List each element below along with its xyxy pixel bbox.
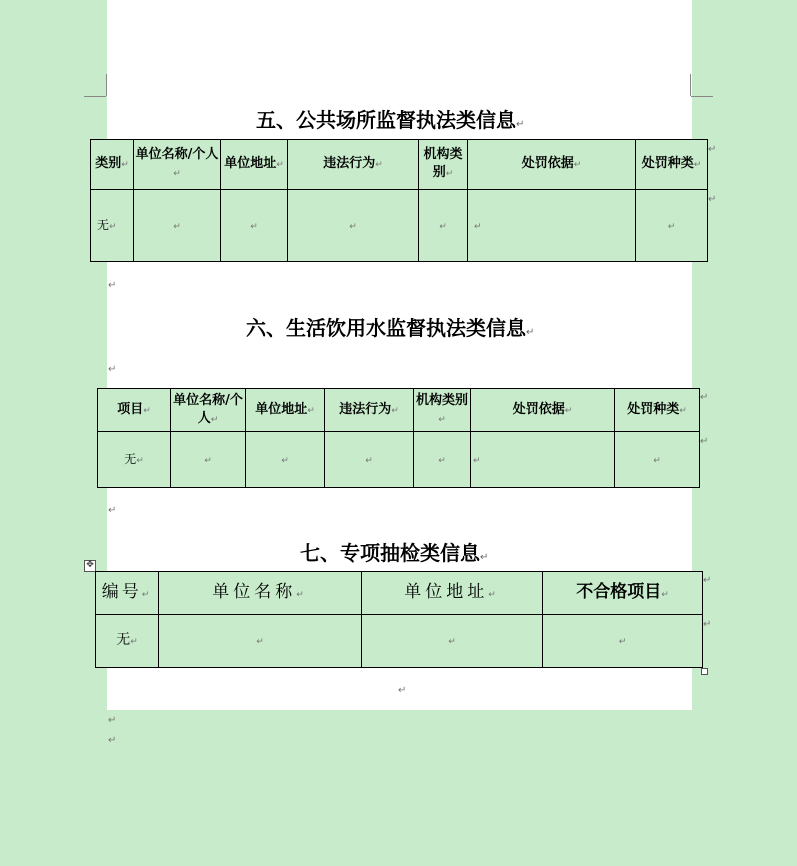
header-cell-failed-items[interactable]: 不合格项目↵ — [543, 572, 703, 615]
header-cell-unit-name[interactable]: 单位名称/个人↵ — [171, 389, 246, 432]
header-cell-unit-name[interactable]: 单位名称/个人↵ — [134, 140, 221, 190]
paragraph-mark: ↵ — [108, 280, 117, 291]
table-cell[interactable]: ↵ — [471, 432, 615, 488]
paragraph-mark: ↵ — [480, 552, 489, 563]
table-cell[interactable]: 无↵ — [96, 615, 159, 668]
table-move-handle-icon[interactable]: ✥ — [84, 560, 96, 572]
crop-mark-top-left — [84, 96, 106, 97]
crop-mark-top-right — [691, 96, 713, 97]
table-cell[interactable]: ↵ — [419, 190, 468, 262]
section7-title-text: 七、专项抽检类信息 — [300, 541, 480, 565]
header-cell-category[interactable]: 类别↵ — [91, 140, 134, 190]
paragraph-mark: ↵ — [526, 327, 535, 338]
table-cell[interactable]: 无↵ — [98, 432, 171, 488]
table-cell[interactable]: ↵ — [468, 190, 636, 262]
paragraph-mark: ↵ — [108, 735, 117, 746]
row-end-mark: ↵ — [700, 392, 709, 403]
crop-mark-top-right — [690, 74, 691, 96]
table-cell[interactable]: ↵ — [159, 615, 362, 668]
paragraph-mark: ↵ — [108, 715, 117, 726]
section5-title-text: 五、公共场所监督执法类信息 — [256, 108, 516, 132]
section6-title — [246, 312, 534, 341]
header-cell-unit-address[interactable]: 单位地址↵ — [221, 140, 288, 190]
header-cell-unit-address[interactable]: 单位地址↵ — [246, 389, 325, 432]
header-cell-violation[interactable]: 违法行为↵ — [325, 389, 414, 432]
header-cell-number[interactable]: 编号↵ — [96, 572, 159, 615]
section6-table — [97, 388, 700, 488]
table-cell[interactable]: ↵ — [171, 432, 246, 488]
row-end-mark: ↵ — [708, 144, 717, 155]
row-end-mark: ↵ — [700, 436, 709, 447]
crop-mark-top-left — [106, 74, 107, 96]
header-cell-penalty-basis[interactable]: 处罚依据↵ — [471, 389, 615, 432]
row-end-mark: ↵ — [703, 575, 712, 586]
header-cell-org-type[interactable]: 机构类别↵ — [419, 140, 468, 190]
table-row — [98, 432, 700, 488]
table-header-row — [96, 572, 703, 615]
table-cell[interactable]: ↵ — [362, 615, 543, 668]
paragraph-mark: ↵ — [516, 119, 525, 130]
row-end-mark: ↵ — [708, 194, 717, 205]
table-cell[interactable]: ↵ — [636, 190, 708, 262]
table-cell[interactable]: ↵ — [543, 615, 703, 668]
header-cell-unit-name[interactable]: 单位名称↵ — [159, 572, 362, 615]
table-cell[interactable]: ↵ — [615, 432, 700, 488]
header-cell-penalty-type[interactable]: 处罚种类↵ — [615, 389, 700, 432]
row-end-mark: ↵ — [703, 619, 712, 630]
section5-title — [256, 104, 524, 133]
header-cell-penalty-type[interactable]: 处罚种类↵ — [636, 140, 708, 190]
table-cell[interactable]: ↵ — [288, 190, 419, 262]
table-row — [91, 190, 708, 262]
table-cell[interactable]: 无↵ — [91, 190, 134, 262]
table-row — [96, 615, 703, 668]
section6-title-text: 六、生活饮用水监督执法类信息 — [246, 316, 526, 340]
paragraph-mark: ↵ — [108, 364, 117, 375]
section5-table — [90, 139, 708, 262]
table-cell[interactable]: ↵ — [325, 432, 414, 488]
header-cell-penalty-basis[interactable]: 处罚依据↵ — [468, 140, 636, 190]
section7-title — [300, 537, 488, 566]
table-header-row — [91, 140, 708, 190]
paragraph-mark: ↵ — [398, 685, 407, 696]
header-cell-org-type[interactable]: 机构类别↵ — [414, 389, 471, 432]
paragraph-mark: ↵ — [108, 505, 117, 516]
header-cell-unit-address[interactable]: 单位地址↵ — [362, 572, 543, 615]
header-cell-violation[interactable]: 违法行为↵ — [288, 140, 419, 190]
table-header-row — [98, 389, 700, 432]
table-resize-handle[interactable] — [701, 668, 708, 675]
table-cell[interactable]: ↵ — [246, 432, 325, 488]
header-cell-item[interactable]: 项目↵ — [98, 389, 171, 432]
table-cell[interactable]: ↵ — [221, 190, 288, 262]
section7-table — [95, 571, 703, 668]
table-cell[interactable]: ↵ — [134, 190, 221, 262]
table-cell[interactable]: ↵ — [414, 432, 471, 488]
